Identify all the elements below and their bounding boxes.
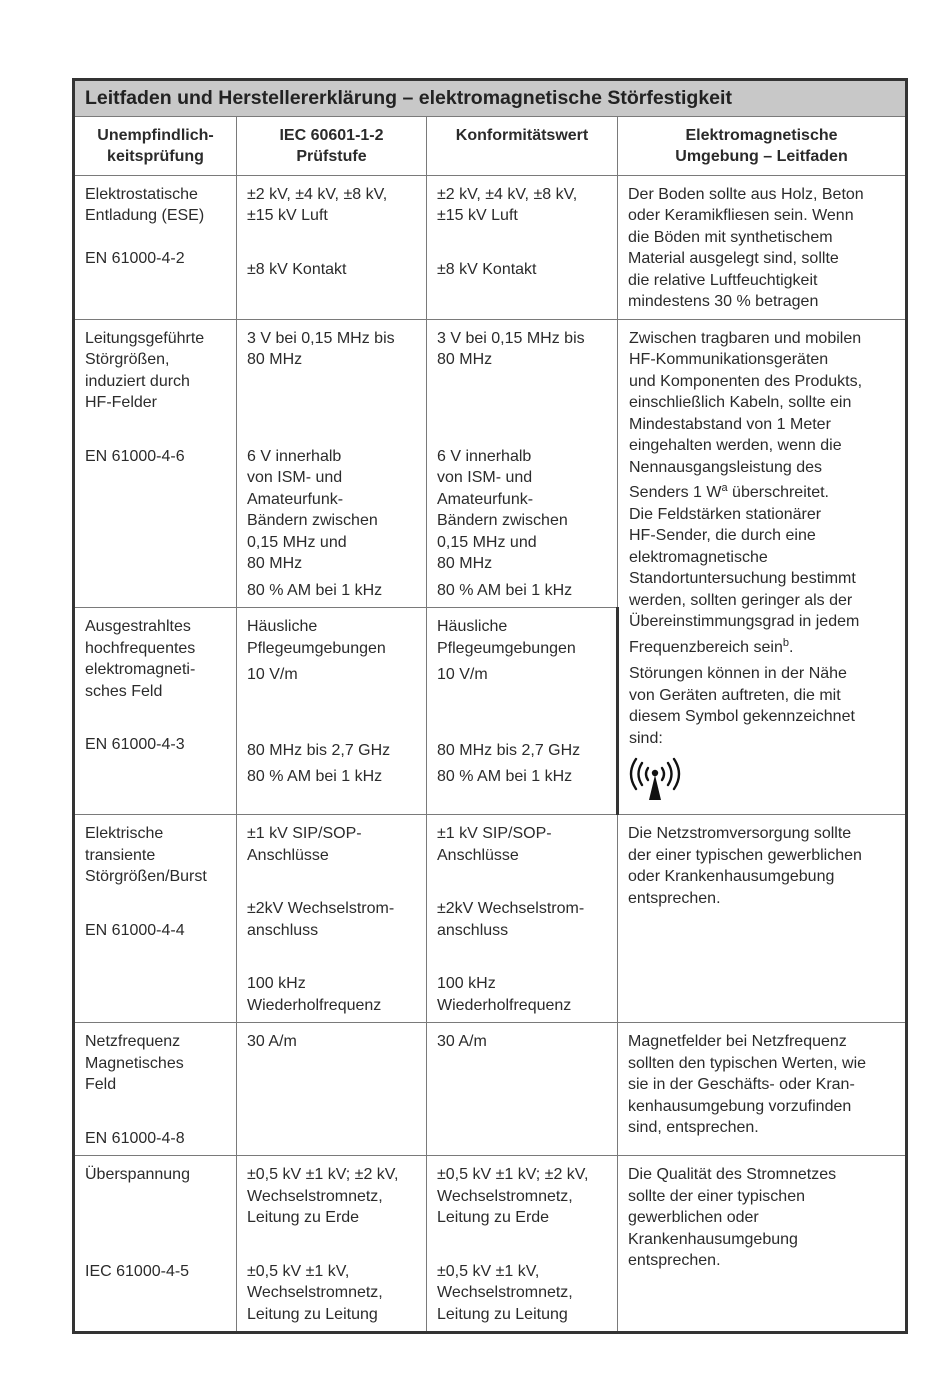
environment-text-part: . — [789, 638, 794, 656]
table-row — [74, 815, 907, 1023]
header-test-level: IEC 60601-1-2 Prüfstufe — [237, 116, 427, 175]
environment-cell — [618, 319, 907, 815]
compliance-cell — [427, 319, 618, 608]
level-text: ±8 kV Kontakt — [247, 260, 347, 278]
test-standard: EN 61000-4-3 — [85, 736, 185, 753]
level-cell — [237, 1023, 427, 1156]
level-cell — [237, 815, 427, 1023]
level-cell — [237, 608, 427, 815]
level-cell — [237, 175, 427, 319]
footnote-marker: b — [782, 636, 789, 649]
compliance-text: ±2kV Wechselstrom- anschluss — [437, 900, 585, 939]
compliance-text: 10 V/m — [437, 666, 488, 683]
test-standard: EN 61000-4-6 — [85, 447, 185, 465]
test-standard: EN 61000-4-2 — [85, 249, 185, 267]
test-name: Leitungsgeführte Störgrößen, induziert durch HF-Felder — [85, 329, 205, 411]
test-cell — [74, 1156, 237, 1333]
level-text: 80 MHz bis 2,7 GHz — [247, 741, 391, 759]
header-compliance-level: Konformitätswert — [427, 116, 618, 175]
environment-text: Die Qualität des Stromnetzes sollte der einer typischen gewerblichen oder Krankenhausumgebung entsprechen. — [628, 1166, 837, 1269]
level-text: 6 V innerhalb von ISM- und Amateurfunk- Bändern zwischen 0,15 MHz und 80 MHz — [247, 447, 378, 572]
table-row — [74, 1023, 907, 1156]
level-text: ±2 kV, ±4 kV, ±8 kV, ±15 kV Luft — [247, 185, 388, 224]
environment-cell — [618, 815, 907, 1023]
header-immunity-test: Unempfindlich- keitsprüfung — [74, 116, 237, 175]
environment-text: Der Boden sollte aus Holz, Beton oder Keramikfliesen sein. Wenn die Böden mit synthetischem Material ausgelegt sind, sollte die relative Luftfeuchtigkeit mindestens 30 % betragen — [628, 185, 864, 310]
compliance-text: 3 V bei 0,15 MHz bis 80 MHz — [437, 329, 585, 368]
compliance-text: 80 MHz bis 2,7 GHz — [437, 741, 581, 759]
level-text: ±2kV Wechselstrom- anschluss — [247, 900, 395, 939]
test-cell — [74, 815, 237, 1023]
test-name: Netzfrequenz Magnetisches Feld — [85, 1033, 184, 1093]
table-row — [74, 175, 907, 319]
compliance-text: ±1 kV SIP/SOP- Anschlüsse — [437, 825, 552, 864]
non-ionizing-radiation-icon — [629, 757, 681, 801]
level-text: 30 A/m — [247, 1033, 297, 1050]
compliance-cell — [427, 608, 618, 815]
compliance-text: Häusliche Pflegeumgebungen — [437, 618, 576, 657]
test-cell — [74, 175, 237, 319]
compliance-text: ±0,5 kV ±1 kV; ±2 kV, Wechselstromnetz, Leitung zu Erde — [437, 1166, 589, 1226]
header-row — [74, 116, 907, 175]
environment-text: Die Feldstärken stationärer HF-Sender, die durch eine elektromagnetische Standortuntersuchung bestimmt werden, sollten geringer als der Übereinstimmungsgrad in jedem — [629, 505, 860, 630]
level-text: 80 % AM bei 1 kHz — [247, 768, 383, 785]
environment-text: Magnetfelder bei Netzfrequenz sollten den typischen Werten, wie sie in der Geschäfts- oder Kran- kenhausumgebung vorzufinden sind, entsprechen. — [628, 1033, 867, 1136]
level-text: 10 V/m — [247, 666, 298, 683]
level-text: 3 V bei 0,15 MHz bis 80 MHz — [247, 329, 395, 368]
level-text: 80 % AM bei 1 kHz — [247, 581, 383, 599]
environment-text-part: Senders 1 W — [629, 484, 722, 501]
compliance-text: 80 % AM bei 1 kHz — [437, 768, 573, 785]
level-text: ±1 kV SIP/SOP- Anschlüsse — [247, 825, 362, 864]
environment-text — [629, 482, 895, 504]
compliance-cell — [427, 1023, 618, 1156]
compliance-cell — [427, 175, 618, 319]
compliance-text: 30 A/m — [437, 1033, 487, 1050]
environment-text: Zwischen tragbaren und mobilen HF-Kommunikationsgeräten und Komponenten des Produkts, einschließlich Kabeln, sollte ein Mindestabstand von 1 Meter eingehalten werden, wenn die Nennausgangsleistung des — [629, 329, 863, 476]
compliance-cell — [427, 1156, 618, 1333]
level-cell — [237, 1156, 427, 1333]
test-name: Überspannung — [85, 1166, 190, 1183]
test-name: Ausgestrahltes hochfrequentes elektromagneti- sches Feld — [85, 618, 196, 700]
header-environment: Elektromagnetische Umgebung – Leitfaden — [618, 116, 907, 175]
test-cell — [74, 608, 237, 815]
environment-cell — [618, 175, 907, 319]
compliance-text: 80 % AM bei 1 kHz — [437, 581, 573, 599]
compliance-text: 6 V innerhalb von ISM- und Amateurfunk- Bändern zwischen 0,15 MHz und 80 MHz — [437, 447, 568, 572]
test-standard: EN 61000-4-4 — [85, 921, 185, 939]
environment-cell — [618, 1156, 907, 1333]
compliance-cell — [427, 815, 618, 1023]
compliance-text: ±0,5 kV ±1 kV, Wechselstromnetz, Leitung zu Leitung — [437, 1262, 573, 1323]
test-cell — [74, 1023, 237, 1156]
test-standard: EN 61000-4-8 — [85, 1129, 185, 1147]
test-cell — [74, 319, 237, 608]
level-text: ±0,5 kV ±1 kV; ±2 kV, Wechselstromnetz, Leitung zu Erde — [247, 1166, 399, 1226]
table-row — [74, 319, 907, 608]
level-cell — [237, 319, 427, 608]
test-name: Elektrische transiente Störgrößen/Burst — [85, 825, 207, 885]
test-standard: IEC 61000-4-5 — [85, 1262, 190, 1280]
environment-text: Die Netzstromversorgung sollte der einer typischen gewerblichen oder Krankenhausumgebung entsprechen. — [628, 825, 862, 907]
footnote-marker: a — [721, 482, 728, 494]
compliance-text: ±2 kV, ±4 kV, ±8 kV, ±15 kV Luft — [437, 185, 578, 224]
test-name: Elektrostatische Entladung (ESE) — [85, 185, 205, 224]
emc-immunity-table — [72, 78, 908, 1334]
table-title: Leitfaden und Herstellererklärung – elektromagnetische Störfestigkeit — [74, 80, 907, 117]
environment-text: Störungen können in der Nähe von Geräten auftreten, die mit diesem Symbol gekennzeichnet sind: — [629, 665, 855, 747]
table-row — [74, 1156, 907, 1333]
environment-text-part: Frequenzbereich sein — [629, 638, 783, 656]
environment-text-part: überschreitet. — [727, 484, 829, 501]
level-text: ±0,5 kV ±1 kV, Wechselstromnetz, Leitung zu Leitung — [247, 1262, 383, 1323]
table-title-row — [74, 80, 907, 117]
level-text: Häusliche Pflegeumgebungen — [247, 618, 386, 657]
level-text: 100 kHz Wiederholfrequenz — [247, 975, 382, 1014]
compliance-text: ±8 kV Kontakt — [437, 260, 537, 278]
compliance-text: 100 kHz Wiederholfrequenz — [437, 975, 572, 1014]
environment-text — [629, 637, 895, 659]
environment-cell — [618, 1023, 907, 1156]
